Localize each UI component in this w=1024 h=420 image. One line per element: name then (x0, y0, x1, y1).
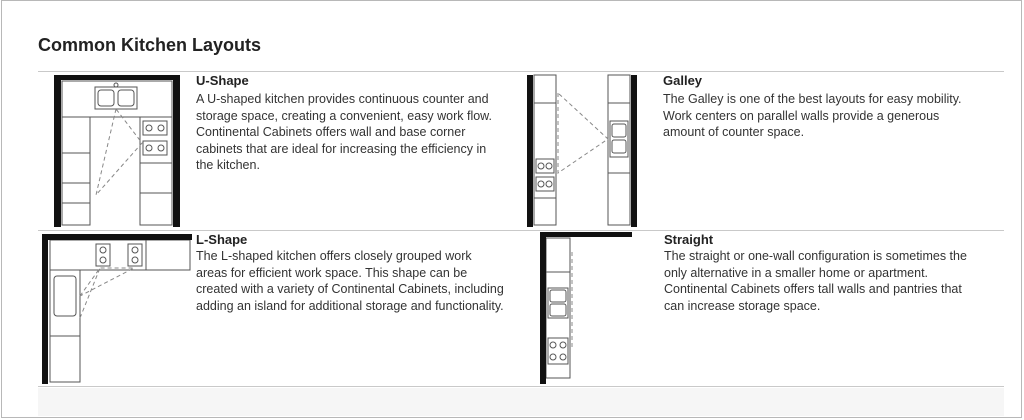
footer-strip (38, 388, 1004, 416)
layout-description: A U-shaped kitchen provides continuous counter and storage space, creating a convenient, easy work flow. Continental Cabinets offers wall and base corner cabinets that are ideal for increasing the efficiency in the kitchen. (196, 92, 492, 172)
middle-divider (38, 230, 1004, 231)
layout-description: The straight or one-wall configuration is sometimes the only alternative in a smaller home or apartment. Continental Cabinets offers tall walls and pantries that can increase storage space. (664, 249, 967, 313)
l-shape-floorplan-icon (40, 232, 192, 384)
layout-title: L-Shape (196, 232, 248, 247)
page-title: Common Kitchen Layouts (38, 35, 262, 55)
top-divider (38, 71, 1004, 72)
layout-straight (520, 232, 1000, 388)
layout-title: U-Shape (196, 73, 249, 88)
layout-title: Straight (664, 232, 714, 247)
galley-floorplan-icon (520, 73, 650, 227)
layout-u-shape (40, 73, 520, 229)
layout-title: Galley (663, 73, 703, 88)
u-shape-floorplan-icon (40, 73, 190, 227)
layout-description: The L-shaped kitchen offers closely grouped work areas for efficient work space. This shape can be created with a variety of Continental Cabinets, including adding an island for additional storage and functionality. (196, 249, 504, 313)
layout-description: The Galley is one of the best layouts for easy mobility. Work centers on parallel walls provide a generous amount of counter space. (663, 92, 962, 139)
layout-l-shape (40, 232, 520, 388)
straight-floorplan-icon (520, 232, 645, 384)
layout-galley (520, 73, 1000, 229)
